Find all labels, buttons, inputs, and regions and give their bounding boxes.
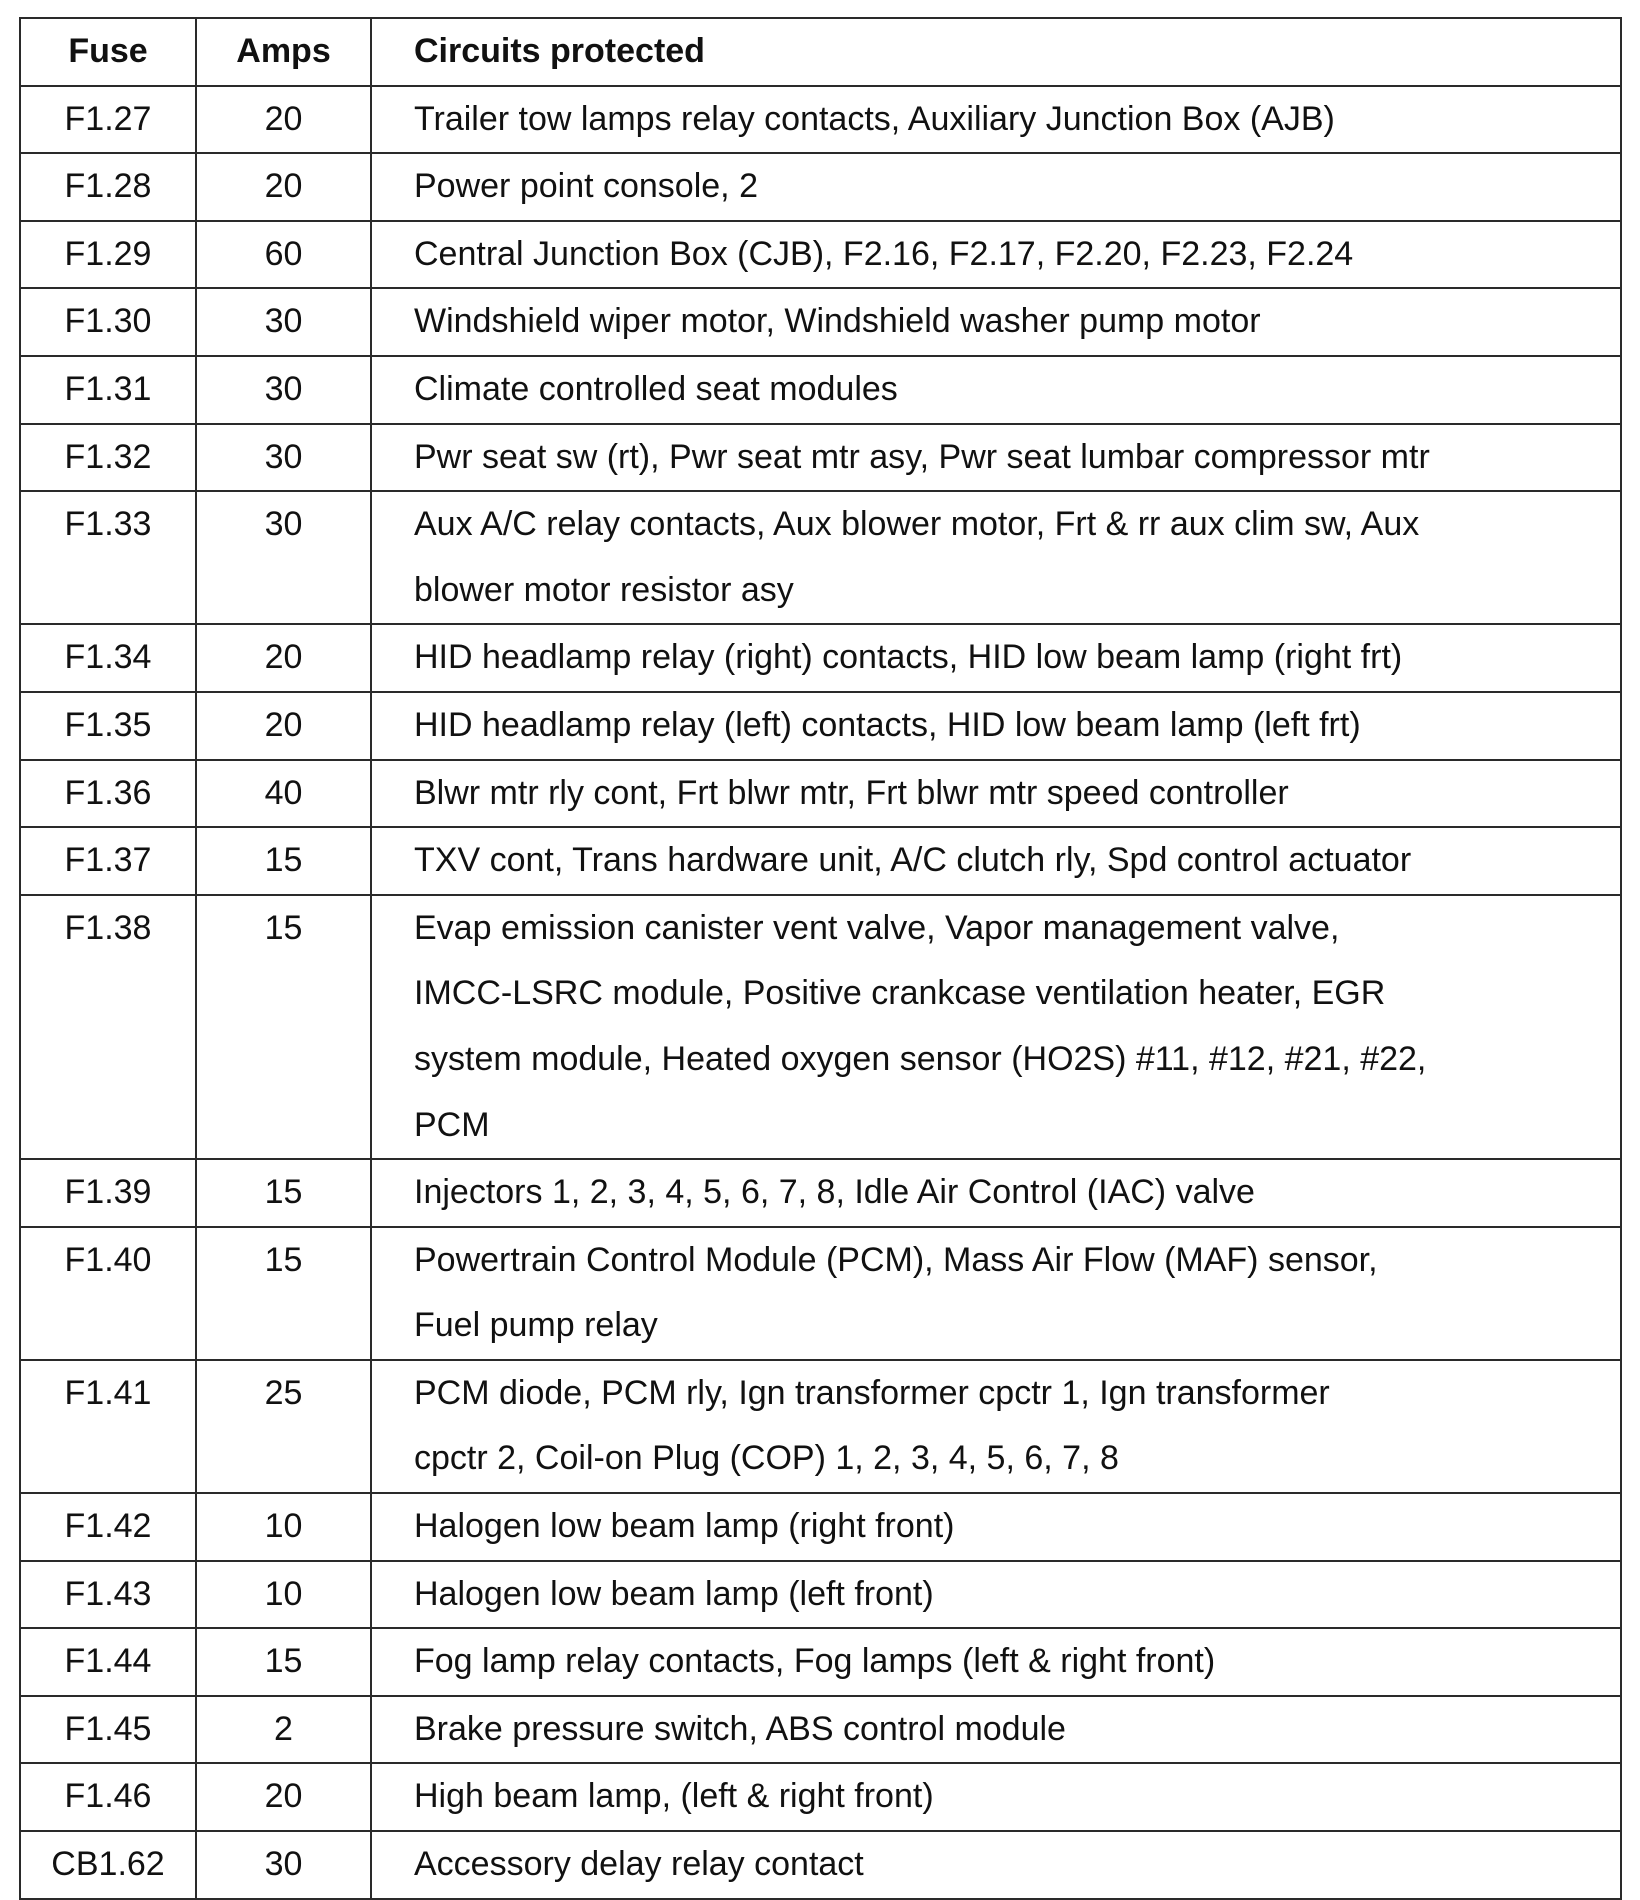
circuits-line: Injectors 1, 2, 3, 4, 5, 6, 7, 8, Idle Air Control (IAC) valve (414, 1173, 1255, 1212)
amps-cell: 10 (196, 1493, 371, 1561)
circuits-cell (371, 827, 1621, 895)
amps-cell: 20 (196, 624, 371, 692)
header-fuse: Fuse (20, 18, 196, 86)
amps-cell: 15 (196, 895, 371, 1159)
amps-cell: 10 (196, 1561, 371, 1629)
amps-cell: 15 (196, 1227, 371, 1360)
circuits-line: Halogen low beam lamp (right front) (414, 1507, 955, 1546)
table-row (20, 288, 1621, 356)
table-row (20, 1696, 1621, 1764)
circuits-cell (371, 1227, 1621, 1360)
table-row (20, 1831, 1621, 1899)
amps-cell: 30 (196, 1831, 371, 1899)
circuits-line: Powertrain Control Module (PCM), Mass Air Flow (MAF) sensor, (414, 1240, 1378, 1279)
table-row (20, 827, 1621, 895)
fuse-cell: F1.34 (20, 624, 196, 692)
circuits-cell (371, 1493, 1621, 1561)
fuse-cell: F1.31 (20, 356, 196, 424)
amps-cell: 2 (196, 1696, 371, 1764)
circuits-line: Accessory delay relay contact (414, 1845, 864, 1884)
table-row (20, 221, 1621, 289)
table-row (20, 692, 1621, 760)
fuse-cell: F1.37 (20, 827, 196, 895)
circuits-cell (371, 221, 1621, 289)
table-row (20, 895, 1621, 1159)
amps-cell: 15 (196, 827, 371, 895)
table-row (20, 1360, 1621, 1493)
fuse-cell: F1.44 (20, 1628, 196, 1696)
fuse-cell: F1.41 (20, 1360, 196, 1493)
circuits-line: Central Junction Box (CJB), F2.16, F2.17, F2.20, F2.23, F2.24 (414, 234, 1354, 273)
circuits-line: PCM diode, PCM rly, Ign transformer cpctr 1, Ign transformer (414, 1373, 1330, 1412)
amps-cell: 30 (196, 356, 371, 424)
circuits-cell (371, 424, 1621, 492)
circuits-cell (371, 86, 1621, 154)
fuse-cell: F1.35 (20, 692, 196, 760)
circuits-cell (371, 760, 1621, 828)
amps-cell: 30 (196, 288, 371, 356)
circuits-line: HID headlamp relay (right) contacts, HID low beam lamp (right frt) (414, 638, 1403, 677)
fuse-cell: CB1.62 (20, 1831, 196, 1899)
circuits-cell (371, 624, 1621, 692)
amps-cell: 15 (196, 1628, 371, 1696)
circuits-line: system module, Heated oxygen sensor (HO2S) #11, #12, #21, #22, (414, 1039, 1427, 1078)
amps-cell: 30 (196, 424, 371, 492)
circuits-line: Aux A/C relay contacts, Aux blower motor, Frt & rr aux clim sw, Aux (414, 505, 1420, 544)
amps-cell: 20 (196, 86, 371, 154)
circuits-cell (371, 153, 1621, 221)
fuse-cell: F1.45 (20, 1696, 196, 1764)
circuits-cell (371, 1763, 1621, 1831)
circuits-line: cpctr 2, Coil-on Plug (COP) 1, 2, 3, 4, 5, 6, 7, 8 (414, 1439, 1119, 1478)
table-row (20, 1561, 1621, 1629)
fuse-cell: F1.36 (20, 760, 196, 828)
circuits-line: Brake pressure switch, ABS control module (414, 1709, 1066, 1748)
circuits-cell (371, 1561, 1621, 1629)
fuse-cell: F1.27 (20, 86, 196, 154)
circuits-line: Halogen low beam lamp (left front) (414, 1574, 934, 1613)
table-row (20, 1159, 1621, 1227)
circuits-cell (371, 356, 1621, 424)
circuits-cell (371, 1360, 1621, 1493)
circuits-line: blower motor resistor asy (414, 570, 794, 609)
amps-cell: 15 (196, 1159, 371, 1227)
table-row (20, 1493, 1621, 1561)
fuse-cell: F1.39 (20, 1159, 196, 1227)
amps-cell: 20 (196, 153, 371, 221)
table-row (20, 1628, 1621, 1696)
fuse-cell: F1.46 (20, 1763, 196, 1831)
circuits-cell (371, 491, 1621, 624)
header-row (20, 18, 1621, 86)
table-row (20, 424, 1621, 492)
circuits-line: IMCC-LSRC module, Positive crankcase ventilation heater, EGR (414, 974, 1386, 1013)
circuits-cell (371, 1159, 1621, 1227)
circuits-cell (371, 1696, 1621, 1764)
circuits-line: Blwr mtr rly cont, Frt blwr mtr, Frt blwr mtr speed controller (414, 773, 1289, 812)
amps-cell: 40 (196, 760, 371, 828)
header-circuits-protected: Circuits protected (371, 18, 1621, 86)
circuits-cell (371, 288, 1621, 356)
circuits-line: Power point console, 2 (414, 167, 758, 206)
table-row (20, 1763, 1621, 1831)
fuse-cell: F1.28 (20, 153, 196, 221)
fuse-cell: F1.32 (20, 424, 196, 492)
amps-cell: 20 (196, 1763, 371, 1831)
table-header (20, 18, 1621, 86)
amps-cell: 25 (196, 1360, 371, 1493)
circuits-cell (371, 692, 1621, 760)
circuits-line: High beam lamp, (left & right front) (414, 1777, 934, 1816)
table-row (20, 624, 1621, 692)
table-row (20, 356, 1621, 424)
table-body (20, 86, 1621, 1899)
header-amps: Amps (196, 18, 371, 86)
table-row (20, 491, 1621, 624)
fuse-table (19, 17, 1622, 1900)
circuits-line: Fuel pump relay (414, 1306, 658, 1345)
circuits-line: TXV cont, Trans hardware unit, A/C clutch rly, Spd control actuator (414, 841, 1412, 880)
table-row (20, 1227, 1621, 1360)
fuse-cell: F1.40 (20, 1227, 196, 1360)
fuse-cell: F1.29 (20, 221, 196, 289)
table-row (20, 153, 1621, 221)
fuse-cell: F1.33 (20, 491, 196, 624)
table-row (20, 760, 1621, 828)
circuits-line: PCM (414, 1105, 490, 1144)
amps-cell: 60 (196, 221, 371, 289)
circuits-line: Fog lamp relay contacts, Fog lamps (left & right front) (414, 1642, 1216, 1681)
circuits-cell (371, 1831, 1621, 1899)
circuits-line: Windshield wiper motor, Windshield washer pump motor (414, 302, 1261, 341)
fuse-cell: F1.38 (20, 895, 196, 1159)
fuse-cell: F1.42 (20, 1493, 196, 1561)
fuse-cell: F1.43 (20, 1561, 196, 1629)
circuits-cell (371, 895, 1621, 1159)
circuits-line: HID headlamp relay (left) contacts, HID low beam lamp (left frt) (414, 705, 1361, 744)
amps-cell: 30 (196, 491, 371, 624)
circuits-line: Evap emission canister vent valve, Vapor management valve, (414, 908, 1340, 947)
circuits-line: Trailer tow lamps relay contacts, Auxiliary Junction Box (AJB) (414, 99, 1335, 138)
circuits-line: Pwr seat sw (rt), Pwr seat mtr asy, Pwr seat lumbar compressor mtr (414, 437, 1430, 476)
circuits-cell (371, 1628, 1621, 1696)
table-row (20, 86, 1621, 154)
circuits-line: Climate controlled seat modules (414, 369, 898, 408)
amps-cell: 20 (196, 692, 371, 760)
fuse-cell: F1.30 (20, 288, 196, 356)
